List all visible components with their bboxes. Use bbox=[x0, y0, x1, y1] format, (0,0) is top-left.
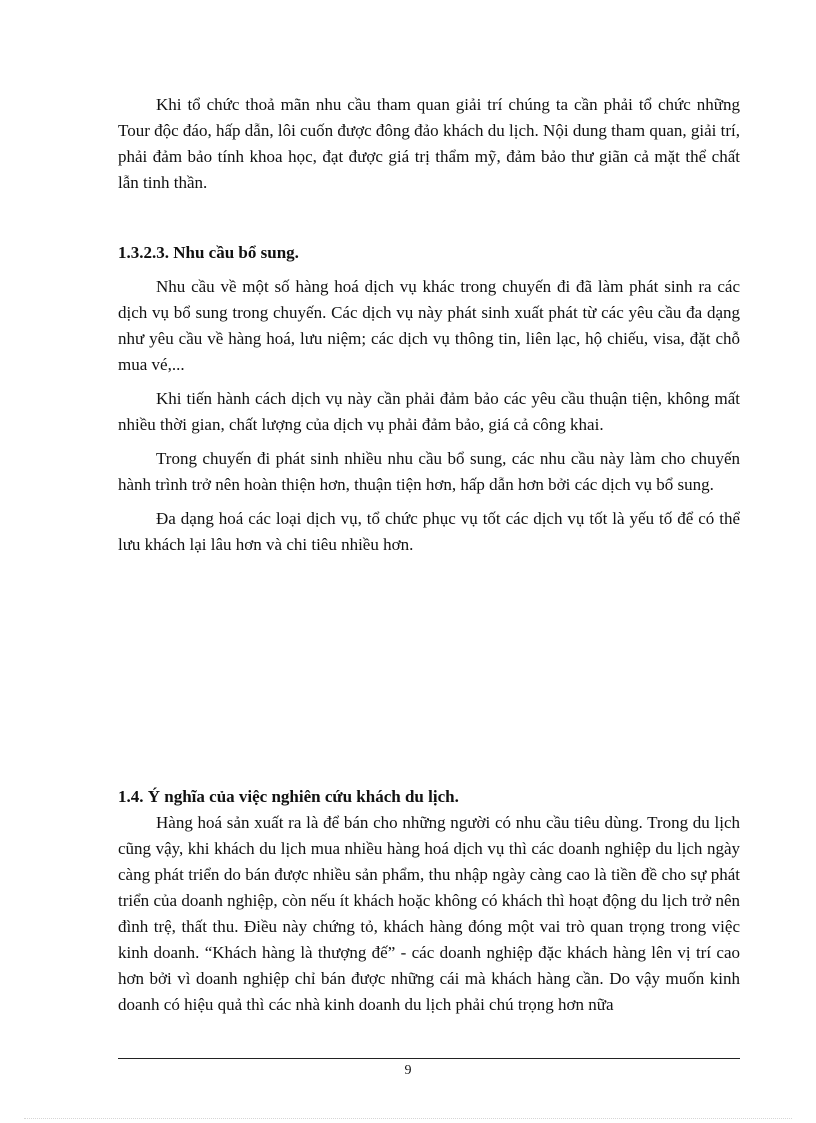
paragraph-supplementary-2: Khi tiến hành cách dịch vụ này cần phải đảm bảo các yêu cầu thuận tiện, không mất nhiều thời gian, chất lượng của dịch vụ phải đảm bảo, giá cả công khai. bbox=[118, 389, 740, 434]
heading-1-3-2-3: 1.3.2.3. Nhu cầu bổ sung. bbox=[118, 243, 299, 262]
paragraph-tour: Khi tổ chức thoả mãn nhu cầu tham quan giải trí chúng ta cần phải tổ chức những Tour độc đáo, hấp dẫn, lôi cuốn được đông đảo khách du lịch. Nội dung tham quan, giải trí, phải đảm bảo tính khoa học, đạt được giá trị thẩm mỹ, đảm bảo thư giãn cả mặt thể chất lẫn tinh thần. bbox=[118, 95, 740, 192]
page-bottom-border bbox=[24, 1118, 792, 1119]
paragraph-supplementary-1: Nhu cầu về một số hàng hoá dịch vụ khác trong chuyến đi đã làm phát sinh ra các dịch vụ bổ sung trong chuyến. Các dịch vụ này phát sinh xuất phát từ các yêu cầu đa dạng như yêu cầu về hàng hoá, lưu niệm; các dịch vụ thông tin, liên lạc, hộ chiếu, visa, đặt chỗ mua vé,... bbox=[118, 277, 740, 374]
heading-1-4: 1.4. Ý nghĩa của việc nghiên cứu khách du lịch. bbox=[118, 787, 459, 806]
section-tour-entertainment bbox=[118, 92, 740, 196]
paragraph-supplementary-4: Đa dạng hoá các loại dịch vụ, tổ chức phục vụ tốt các dịch vụ tốt là yếu tố để có thể lưu khách lại lâu hơn và chi tiêu nhiều hơn. bbox=[118, 509, 740, 554]
page-number: 9 bbox=[404, 1063, 412, 1078]
section-meaning-research bbox=[118, 784, 740, 1018]
section-supplementary-needs bbox=[118, 240, 740, 558]
paragraph-supplementary-3: Trong chuyến đi phát sinh nhiều nhu cầu bổ sung, các nhu cầu này làm cho chuyến hành trình trở nên hoàn thiện hơn, thuận tiện hơn, hấp dẫn hơn bởi các dịch vụ bổ sung. bbox=[118, 449, 740, 494]
footer-divider bbox=[118, 1058, 740, 1059]
paragraph-meaning: Hàng hoá sản xuất ra là để bán cho những người có nhu cầu tiêu dùng. Trong du lịch cũng vậy, khi khách du lịch mua nhiều hàng hoá dịch vụ thì các doanh nghiệp du lịch ngày càng phát triển do bán được nhiều sản phẩm, thu nhập ngày càng cao là tiền đề cho sự phát triển của doanh nghiệp, còn nếu ít khách hoặc không có khách thì hoạt động du lịch trở nên đình trệ, thất thu. Điều này chứng tỏ, khách hàng đóng một vai trò quan trọng trong việc kinh doanh. “Khách hàng là thượng đế” - các doanh nghiệp đặc khách hàng lên vị trí cao hơn bởi vì doanh nghiệp chỉ bán được những cái mà khách hàng cần. Do vậy muốn kinh doanh có hiệu quả thì các nhà kinh doanh du lịch phải chú trọng hơn nữa bbox=[118, 813, 740, 1014]
